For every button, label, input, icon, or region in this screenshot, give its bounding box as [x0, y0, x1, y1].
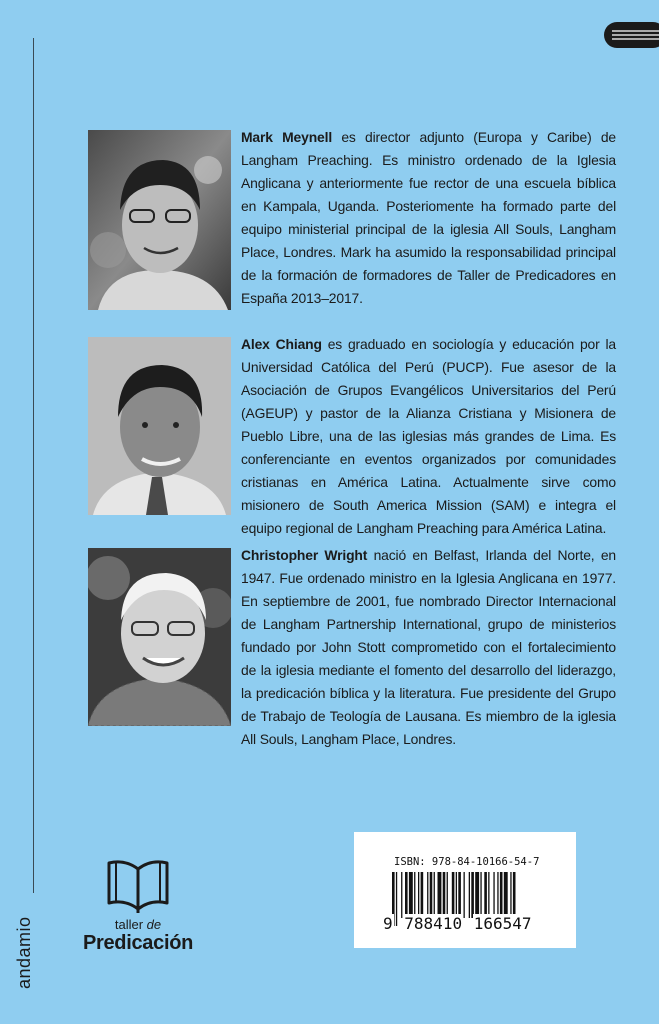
barcode-bar [427, 872, 428, 918]
barcode-bar [469, 872, 470, 918]
publisher-name: andamio [14, 916, 34, 989]
author-name: Mark Meynell [241, 129, 333, 145]
barcode-bar [443, 872, 446, 918]
barcode-bar [434, 872, 435, 918]
bio-text [241, 544, 616, 751]
author-photo [88, 548, 231, 726]
barcode-bar [480, 872, 481, 918]
author-photo [88, 130, 231, 310]
bio-text [241, 126, 616, 310]
barcode-bar [418, 872, 419, 918]
barcode-bar [414, 872, 415, 918]
ean-right-group: 166547 [473, 914, 532, 933]
isbn-barcode [354, 832, 576, 948]
barcode-bar [430, 872, 433, 918]
barcode-bar [409, 872, 413, 918]
bookmark-tab-icon [604, 20, 659, 50]
logo-title: Predicación [82, 932, 194, 954]
open-book-icon [103, 855, 173, 915]
bio-description: nació en Belfast, Irlanda del Norte, en 1947. Fue ordenado ministro en la Iglesia Anglicana en 1977. En septiembre de 2001, fue nombrado Director Internacional de Langham Partnership International, grupo de ministerios fundado por John Stott comprometido con el fortalecimiento de la iglesia mediante el fomento del desarrollo del liderazgo, la predicación bíblica y la literatura. Fue presidente del Grupo de Trabajo de Teología de Lausana. Es miembro de la iglesia All Souls, Langham Place, Londres. [241, 547, 616, 747]
barcode-bar [471, 872, 474, 918]
bio-description: es graduado en sociología y educación por la Universidad Católica del Perú (PUCP). Fue asesor de la Asociación de Grupos Evangélicos Universitarios del Perú (AGEUP) y pastor de la Alianza Cristiana y Misionera de Pueblo Libre, una de las iglesias más grandes de Lima. Es conferenciante en eventos organizados por comunidades cristianas en América Latina. Actualmente sirve como misionero de South America Mission (SAM) e integra el equipo regional de Langham Preaching para América Latina. [241, 336, 616, 536]
ean-first-digit: 9 [383, 914, 393, 933]
barcode-bar [452, 872, 455, 918]
barcode-bar [500, 872, 503, 918]
ean-left-group: 788410 [404, 914, 463, 933]
bio-block-3 [88, 547, 623, 747]
logo-subtitle [78, 918, 198, 932]
barcode-bar [458, 872, 461, 918]
ean-digits [382, 914, 533, 933]
barcode-bar [464, 872, 465, 918]
barcode-bar [484, 872, 487, 918]
bio-description: es director adjunto (Europa y Caribe) de Langham Preaching. Es ministro ordenado de la Iglesia Anglicana y anteriormente fue rector de una escuela bíblica en Kampala, Uganda. Posteriomente ha formado parte del equipo ministerial principal de la iglesia All Souls, Langham Place, Londres. Mark ha asumido la responsabilidad principal de la formación de formadores de Taller de Predicadores en España 2013–2017. [241, 129, 617, 306]
barcode-bar [504, 872, 508, 918]
bio-text [241, 333, 616, 540]
author-name: Alex Chiang [241, 336, 322, 352]
bio-block-1 [88, 130, 623, 310]
barcode-bar [438, 872, 442, 918]
barcode-bar [401, 872, 402, 918]
taller-de-predicacion-logo [78, 855, 198, 954]
barcode-bar [405, 872, 408, 918]
spine-divider [33, 38, 34, 893]
logo-subtitle-italic: de [146, 917, 162, 932]
bio-block-2 [88, 336, 623, 536]
barcode-bar [421, 872, 424, 918]
barcode-bar [475, 872, 479, 918]
barcode-bar [493, 872, 494, 918]
author-name: Christopher Wright [241, 547, 368, 563]
isbn-label: ISBN: 978-84-10166-54-7 [394, 856, 540, 868]
barcode-bar [510, 872, 511, 918]
barcode-bar [447, 872, 448, 918]
barcode-bar [497, 872, 498, 918]
barcode-bar [488, 872, 489, 918]
logo-subtitle-prefix: taller [114, 917, 147, 932]
author-photo [88, 337, 231, 515]
